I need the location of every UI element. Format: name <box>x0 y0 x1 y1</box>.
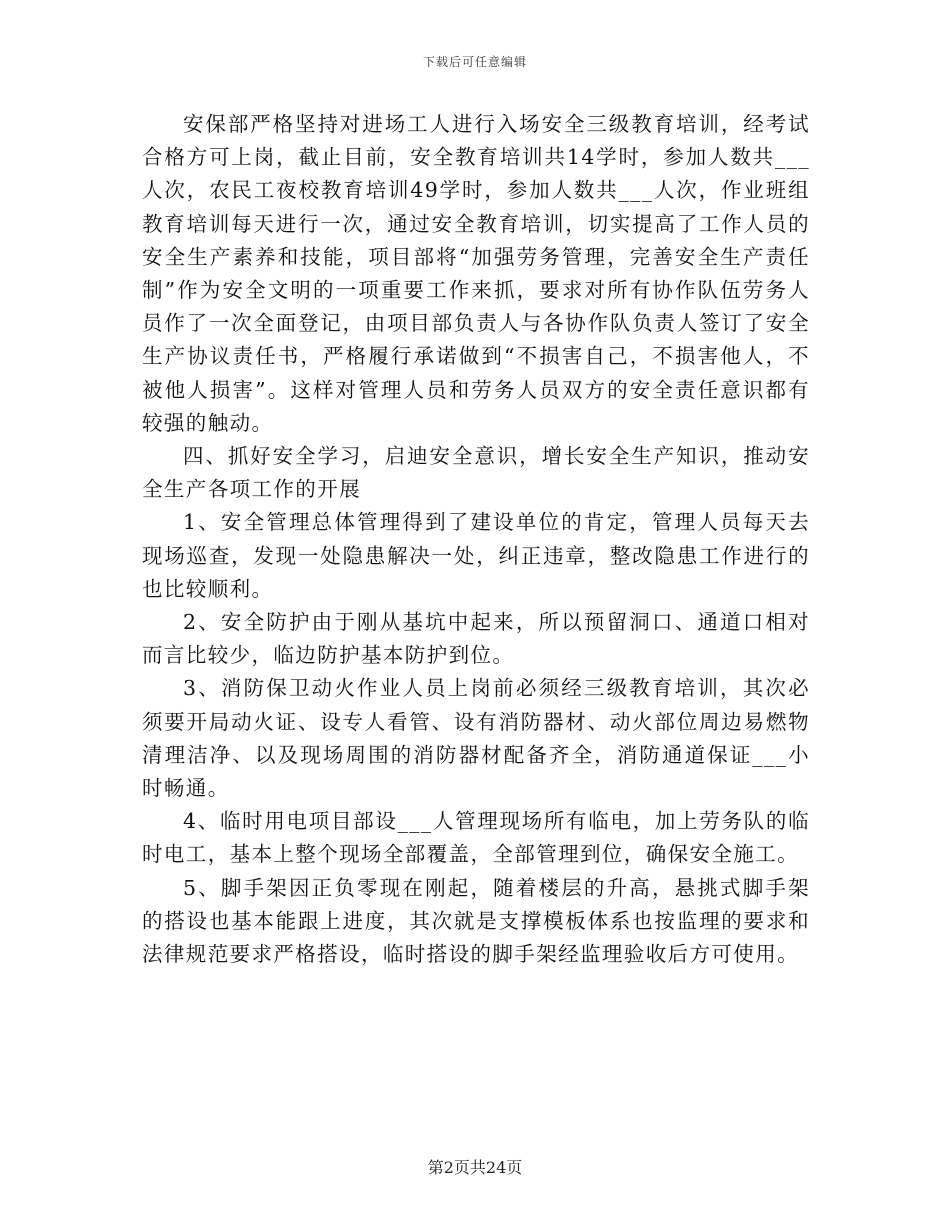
section-heading-safety-learning: 四、抓好安全学习，启迪安全意识，增长安全生产知识，推动安全生产各项工作的开展 <box>142 444 810 502</box>
document-body <box>142 108 810 971</box>
paragraph-item-4-electricity: 4、临时用电项目部设___人管理现场所有临电，加上劳务队的临时电工，基本上整个现场全部覆盖，全部管理到位，确保安全施工。 <box>142 809 810 867</box>
paragraph-item-1-management: 1、安全管理总体管理得到了建设单位的肯定，管理人员每天去现场巡查，发现一处隐患解决一处，纠正违章，整改隐患工作进行的也比较顺利。 <box>142 510 810 601</box>
paragraph-education-training: 安保部严格坚持对进场工人进行入场安全三级教育培训，经考试合格方可上岗，截止目前，安全教育培训共14学时，参加人数共___人次，农民工夜校教育培训49学时，参加人数共___人次，作业班组教育培训每天进行一次，通过安全教育培训，切实提高了工作人员的安全生产素养和技能，项目部将“加强劳务管理，完善安全生产责任制”作为安全文明的一项重要工作来抓，要求对所有协作队伍劳务人员作了一次全面登记，由项目部负责人与各协作队负责人签订了安全生产协议责任书，严格履行承诺做到“不损害自己，不损害他人，不被他人损害”。这样对管理人员和劳务人员双方的安全责任意识都有较强的触动。 <box>142 112 810 435</box>
paragraph-item-2-protection: 2、安全防护由于刚从基坑中起来，所以预留洞口、通道口相对而言比较少，临边防护基本防护到位。 <box>142 610 810 668</box>
page-number-footer: 第2页共24页 <box>427 1158 523 1177</box>
page-header: 下载后可任意编辑 <box>422 55 527 69</box>
paragraph-item-3-fire-safety: 3、消防保卫动火作业人员上岗前必须经三级教育培训，其次必须要开局动火证、设专人看管、设有消防器材、动火部位周边易燃物清理洁净、以及现场周围的消防器材配备齐全，消防通道保证___小时畅通。 <box>142 676 810 801</box>
paragraph-item-5-scaffolding: 5、脚手架因正负零现在刚起，随着楼层的升高，悬挑式脚手架的搭设也基本能跟上进度，其次就是支撑模板体系也按监理的要求和法律规范要求严格搭设，临时搭设的脚手架经监理验收后方可使用。 <box>142 875 810 967</box>
